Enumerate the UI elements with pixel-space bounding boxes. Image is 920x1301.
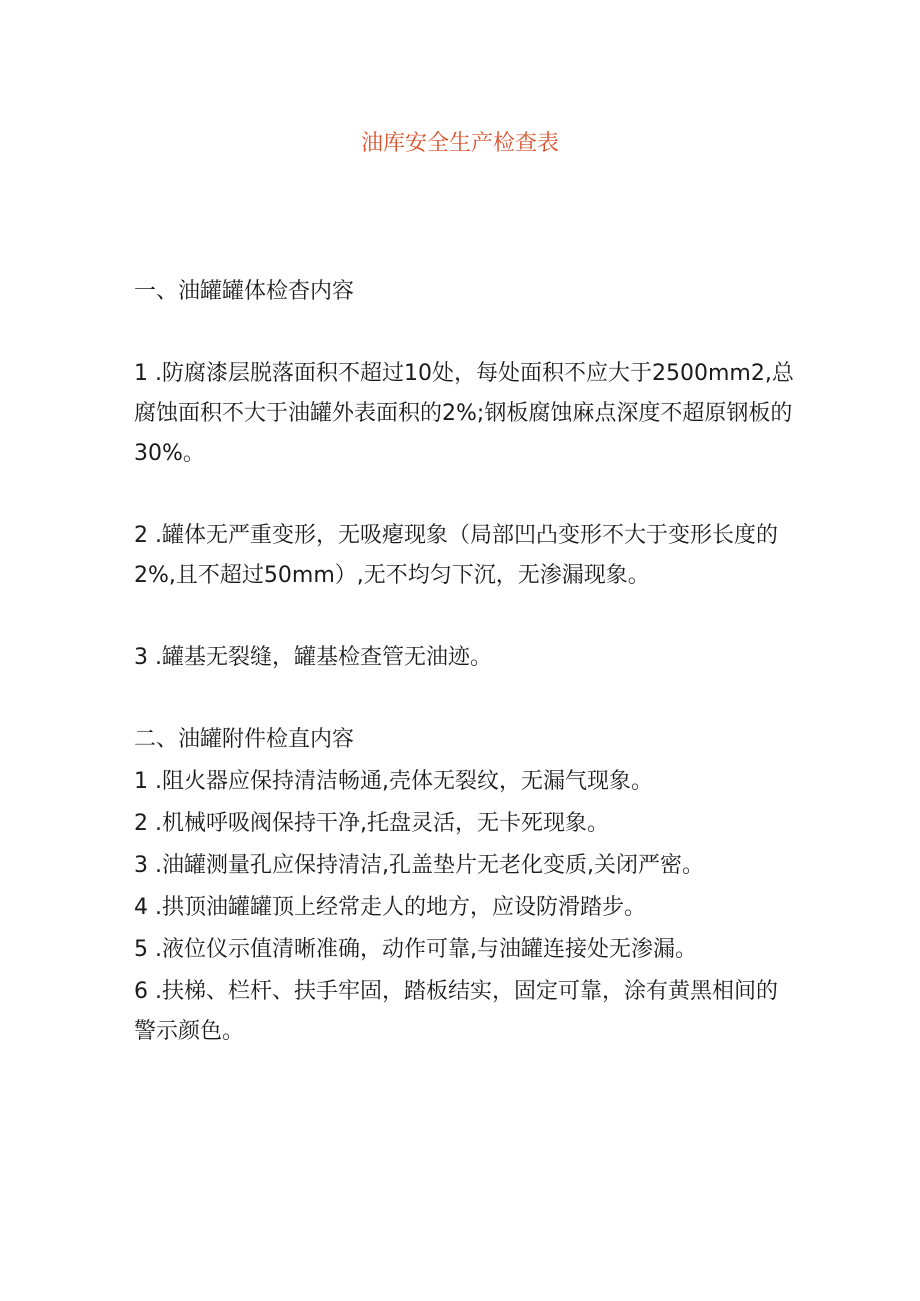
section-1-item-3: 3 .罐基无裂缝，罐基检查管无油迹。 — [134, 645, 492, 670]
section-2-item-5: 5 .液位仪示值清晰准确，动作可靠,与油罐连接处无渗漏。 — [134, 937, 697, 962]
section-2-item-2: 2 .机械呼吸阀保持干净,托盘灵活，无卡死现象。 — [134, 811, 609, 836]
section-1-item-2: 2 .罐体无严重变形，无吸瘪现象（局部凹凸变形不大于变形长度的2%,且不超过50mm）,无不均匀下沉，无渗漏现象。 — [134, 523, 778, 588]
section-2-item-6: 6 .扶梯、栏杆、扶手牢固，踏板结实，固定可靠，涂有黄黑相间的警示颜色。 — [134, 979, 778, 1044]
section-1-heading: 一、油罐罐体检杳内容 — [134, 279, 355, 304]
document-body — [134, 272, 794, 1052]
document-title: 油库安全生产检查表 — [360, 131, 559, 156]
section-2-item-4: 4 .拱顶油罐罐顶上经常走人的地方，应设防滑踏步。 — [134, 895, 646, 920]
section-2-heading: 二、油罐附件检直内容 — [134, 727, 355, 752]
section-1-item-1: 1 .防腐漆层脱落面积不超过10处，每处面积不应大于2500mm2,总腐蚀面积不大于油罐外表面积的2%;钢板腐蚀麻点深度不超原钢板的30%。 — [134, 361, 794, 466]
section-2-item-1: 1 .阻火器应保持清洁畅通,壳体无裂纹，无漏气现象。 — [134, 769, 653, 794]
section-2-item-3: 3 .油罐测量孔应保持清洁,孔盖垫片无老化变质,关闭严密。 — [134, 853, 704, 878]
